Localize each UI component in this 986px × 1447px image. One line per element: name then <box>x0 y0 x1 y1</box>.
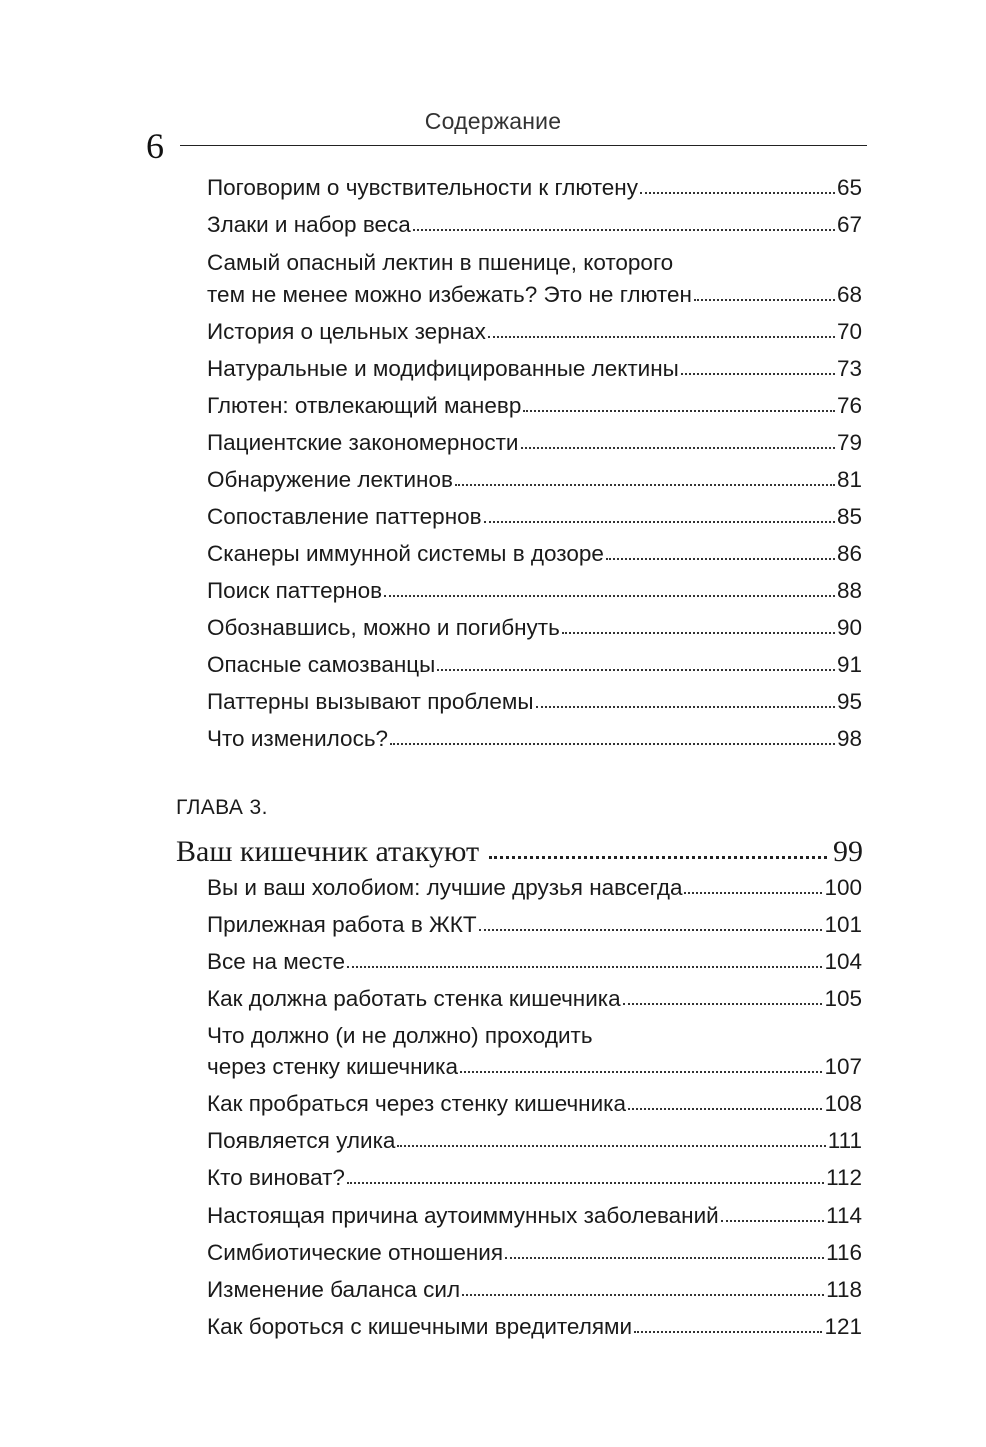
toc-entry-title: Опасные самозванцы <box>207 652 436 677</box>
dot-leader <box>488 319 835 339</box>
toc-entry-title: Как пробраться через стенку кишечника <box>207 1091 627 1116</box>
toc-entry <box>207 1198 862 1234</box>
dot-leader <box>390 726 835 746</box>
toc-entry-page: 100 <box>824 875 862 900</box>
dot-leader <box>521 430 835 450</box>
toc-entry-title: Кто виноват? <box>207 1165 345 1190</box>
toc-entry <box>207 870 862 906</box>
dot-leader <box>623 986 823 1006</box>
dot-leader <box>460 1054 822 1074</box>
dot-leader <box>455 467 835 487</box>
dot-leader <box>721 1203 824 1223</box>
toc-entry-title: Симбиотические отношения <box>207 1240 504 1265</box>
toc-entry-page: 95 <box>836 689 862 714</box>
dot-leader <box>640 175 835 195</box>
toc-entry-page: 118 <box>826 1277 862 1302</box>
toc-entry <box>207 907 862 943</box>
toc-entry-page: 116 <box>826 1240 862 1265</box>
toc-entry-page: 86 <box>836 541 862 566</box>
toc-entry <box>207 425 862 461</box>
toc-entry <box>207 207 862 243</box>
dot-leader <box>413 212 835 232</box>
dot-leader <box>523 393 835 413</box>
toc-entry-page: 88 <box>836 578 862 603</box>
toc-entry <box>207 684 862 720</box>
toc-entry-page: 111 <box>827 1128 862 1153</box>
dot-leader <box>562 615 835 635</box>
toc-entry <box>207 610 862 646</box>
dot-leader <box>681 356 835 376</box>
toc-entry-title: Поговорим о чувствительности к глютену <box>207 175 638 200</box>
toc-entry-title: Вы и ваш холобиом: лучшие друзья навсегда <box>207 875 683 900</box>
toc-entry <box>207 536 862 572</box>
dot-leader <box>505 1240 824 1260</box>
toc-entry <box>207 1086 862 1122</box>
toc-entry-title: История о цельных зернах <box>207 319 486 344</box>
toc-entry <box>207 1160 862 1196</box>
toc-entry-page: 107 <box>824 1054 862 1079</box>
toc-entry-title-line1: Самый опасный лектин в пшенице, которого <box>207 250 674 275</box>
dot-leader <box>536 689 835 709</box>
dot-leader <box>694 282 835 302</box>
page-number: 6 <box>146 126 164 166</box>
dot-leader <box>437 652 835 672</box>
dot-leader <box>489 837 827 861</box>
toc-entry-page: 98 <box>836 726 862 751</box>
dot-leader <box>479 912 823 932</box>
toc-entry <box>207 277 862 313</box>
toc-entry-page: 85 <box>836 504 862 529</box>
toc-entry-page: 108 <box>824 1091 862 1116</box>
toc-entry <box>207 1123 862 1159</box>
toc-entry-page: 67 <box>836 212 862 237</box>
toc-entry <box>207 351 862 387</box>
toc-entry-title: Пациентские закономерности <box>207 430 519 455</box>
toc-entry <box>207 1309 862 1345</box>
toc-entry <box>207 647 862 683</box>
toc-entry-page: 79 <box>836 430 862 455</box>
toc-entry <box>207 573 862 609</box>
toc-entry-title: Поиск паттернов <box>207 578 383 603</box>
toc-entry <box>207 170 862 206</box>
toc-entry-title: Натуральные и модифицированные лектины <box>207 356 679 381</box>
dot-leader <box>384 578 835 598</box>
toc-entry <box>207 1049 862 1085</box>
toc-entry-title: Обнаружение лектинов <box>207 467 453 492</box>
toc-entry-title: Все на месте <box>207 949 346 974</box>
dot-leader <box>462 1277 824 1297</box>
toc-entry-page: 70 <box>836 319 862 344</box>
toc-entry-title: Злаки и набор веса <box>207 212 411 237</box>
dot-leader <box>628 1091 822 1111</box>
dot-leader <box>606 541 835 561</box>
toc-entry-title: Сканеры иммунной системы в дозоре <box>207 541 604 566</box>
toc-entry-page: 104 <box>824 949 862 974</box>
toc-entry-page: 101 <box>824 912 862 937</box>
header-rule <box>180 145 867 146</box>
chapter-title: Ваш кишечник атакуют <box>176 835 480 868</box>
running-head: Содержание <box>424 108 562 134</box>
toc-entry-title: Как бороться с кишечными вредителями <box>207 1314 633 1339</box>
toc-entry <box>207 1235 862 1271</box>
toc-entry <box>207 388 862 424</box>
toc-entry-title: Глютен: отвлекающий маневр <box>207 393 522 418</box>
toc-entry <box>207 944 862 980</box>
dot-leader <box>684 875 822 895</box>
toc-entry-page: 68 <box>836 282 862 307</box>
chapter-entry <box>176 830 863 874</box>
toc-entry <box>207 499 862 535</box>
dot-leader <box>347 1165 824 1185</box>
toc-entry-page: 112 <box>826 1165 862 1190</box>
toc-entry-title: через стенку кишечника <box>207 1054 458 1079</box>
toc-entry-page: 81 <box>836 467 862 492</box>
toc-entry-page: 121 <box>824 1314 862 1339</box>
toc-entry-page: 91 <box>836 652 862 677</box>
dot-leader <box>634 1314 822 1334</box>
toc-entry-title: Сопоставление паттернов <box>207 504 482 529</box>
chapter-page: 99 <box>833 835 863 868</box>
toc-entry <box>207 462 862 498</box>
toc-entry-title: Появляется улика <box>207 1128 396 1153</box>
toc-entry-page: 105 <box>824 986 862 1011</box>
toc-entry <box>207 1272 862 1308</box>
toc-entry-title: Обознавшись, можно и погибнуть <box>207 615 560 640</box>
toc-entry-title: Паттерны вызывают проблемы <box>207 689 534 714</box>
chapter-label: ГЛАВА 3. <box>176 796 268 819</box>
toc-entry-page: 76 <box>836 393 862 418</box>
dot-leader <box>347 949 822 969</box>
toc-entry-title: Как должна работать стенка кишечника <box>207 986 621 1011</box>
toc-entry <box>207 721 862 757</box>
toc-entry-title: Настоящая причина аутоиммунных заболеваний <box>207 1203 719 1228</box>
toc-entry-title: Прилежная работа в ЖКТ <box>207 912 477 937</box>
toc-entry-page: 65 <box>836 175 862 200</box>
toc-entry <box>207 981 862 1017</box>
toc-entry-title-line1: Что должно (и не должно) проходить <box>207 1023 593 1048</box>
toc-entry-page: 114 <box>826 1203 862 1228</box>
dot-leader <box>397 1128 825 1148</box>
toc-entry <box>207 314 862 350</box>
toc-entry-page: 73 <box>836 356 862 381</box>
dot-leader <box>484 504 835 524</box>
toc-entry-title: Что изменилось? <box>207 726 389 751</box>
toc-entry-title: тем не менее можно избежать? Это не глютен <box>207 282 692 307</box>
toc-entry-title: Изменение баланса сил <box>207 1277 461 1302</box>
toc-entry-page: 90 <box>836 615 862 640</box>
